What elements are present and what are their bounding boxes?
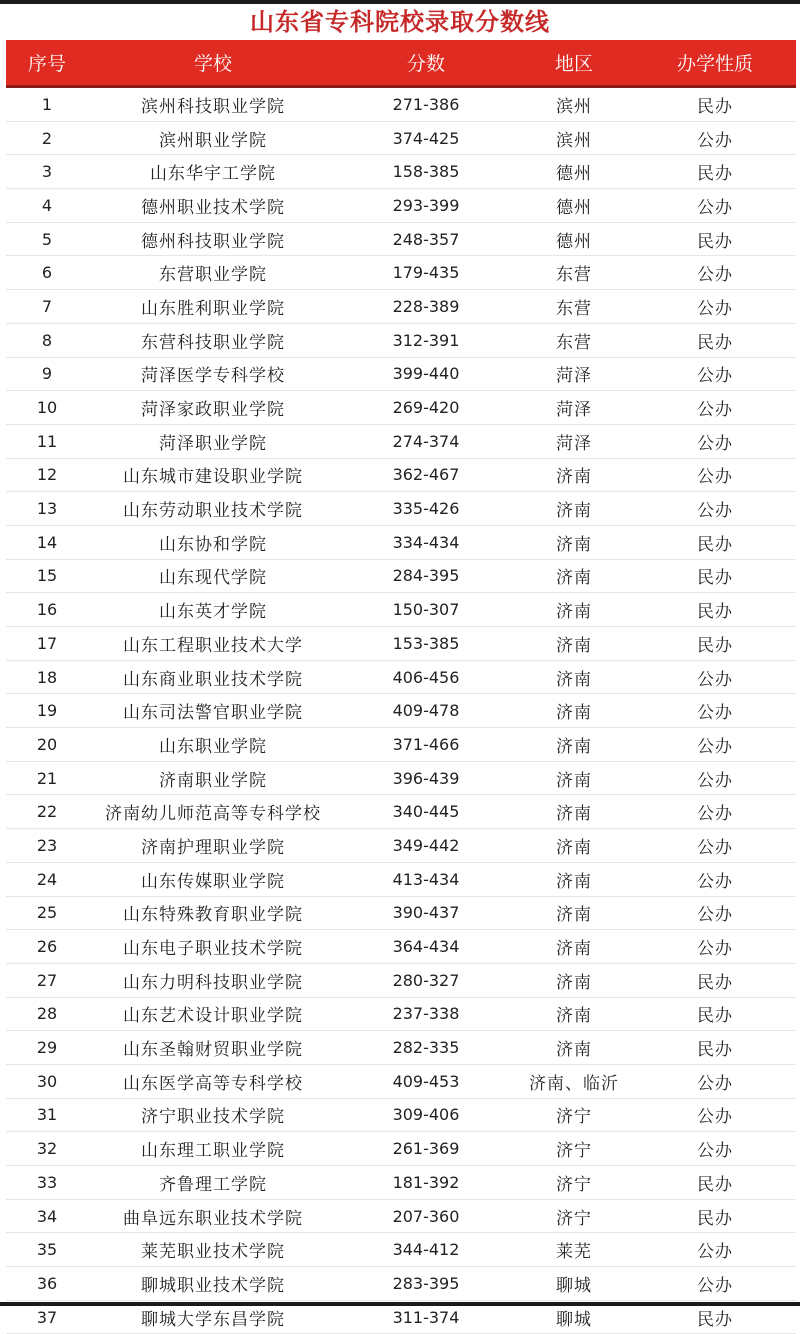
score-range: 390-437 [338, 896, 514, 930]
school-type: 公办 [634, 930, 796, 964]
table-row [6, 391, 796, 425]
row-index: 23 [6, 829, 88, 863]
region: 德州 [514, 222, 634, 256]
school-type: 民办 [634, 1166, 796, 1200]
school-name: 山东电子职业技术学院 [88, 930, 338, 964]
region: 济宁 [514, 1132, 634, 1166]
score-range: 409-453 [338, 1064, 514, 1098]
school-type: 民办 [634, 559, 796, 593]
score-range: 413-434 [338, 862, 514, 896]
school-name: 山东胜利职业学院 [88, 290, 338, 324]
school-type: 公办 [634, 189, 796, 223]
school-type: 公办 [634, 1233, 796, 1267]
school-type: 公办 [634, 761, 796, 795]
table-row [6, 357, 796, 391]
school-name: 山东华宇工学院 [88, 155, 338, 189]
table-row [6, 593, 796, 627]
score-range: 228-389 [338, 290, 514, 324]
region: 菏泽 [514, 391, 634, 425]
score-range: 248-357 [338, 222, 514, 256]
row-index: 27 [6, 963, 88, 997]
region: 济南 [514, 761, 634, 795]
table-row [6, 862, 796, 896]
school-type: 民办 [634, 323, 796, 357]
table-row [6, 1233, 796, 1267]
school-name: 菏泽家政职业学院 [88, 391, 338, 425]
table-row [6, 323, 796, 357]
school-type: 公办 [634, 290, 796, 324]
table-row [6, 189, 796, 223]
table-row [6, 1031, 796, 1065]
row-index: 30 [6, 1064, 88, 1098]
school-name: 山东力明科技职业学院 [88, 963, 338, 997]
school-name: 滨州科技职业学院 [88, 87, 338, 122]
row-index: 32 [6, 1132, 88, 1166]
region: 济南 [514, 492, 634, 526]
score-range: 409-478 [338, 694, 514, 728]
row-index: 15 [6, 559, 88, 593]
region: 济宁 [514, 1098, 634, 1132]
score-range: 283-395 [338, 1267, 514, 1301]
school-name: 山东劳动职业技术学院 [88, 492, 338, 526]
score-range: 371-466 [338, 728, 514, 762]
row-index: 34 [6, 1199, 88, 1233]
school-name: 聊城职业技术学院 [88, 1267, 338, 1301]
row-index: 20 [6, 728, 88, 762]
score-range: 396-439 [338, 761, 514, 795]
table-row [6, 660, 796, 694]
table-row [6, 1199, 796, 1233]
score-range: 158-385 [338, 155, 514, 189]
row-index: 7 [6, 290, 88, 324]
school-type: 公办 [634, 660, 796, 694]
school-name: 德州科技职业学院 [88, 222, 338, 256]
score-range: 150-307 [338, 593, 514, 627]
region: 菏泽 [514, 357, 634, 391]
score-range: 349-442 [338, 829, 514, 863]
school-type: 民办 [634, 155, 796, 189]
school-name: 山东城市建设职业学院 [88, 458, 338, 492]
school-name: 山东艺术设计职业学院 [88, 997, 338, 1031]
row-index: 14 [6, 525, 88, 559]
school-name: 菏泽职业学院 [88, 424, 338, 458]
school-type: 公办 [634, 896, 796, 930]
score-range: 334-434 [338, 525, 514, 559]
row-index: 16 [6, 593, 88, 627]
header-region: 地区 [514, 40, 634, 87]
school-name: 曲阜远东职业技术学院 [88, 1199, 338, 1233]
row-index: 21 [6, 761, 88, 795]
school-type: 公办 [634, 694, 796, 728]
table-row [6, 761, 796, 795]
table-row [6, 492, 796, 526]
school-name: 东营职业学院 [88, 256, 338, 290]
region: 济南、临沂 [514, 1064, 634, 1098]
school-name: 德州职业技术学院 [88, 189, 338, 223]
school-type: 公办 [634, 795, 796, 829]
row-index: 25 [6, 896, 88, 930]
school-name: 山东特殊教育职业学院 [88, 896, 338, 930]
table-row [6, 222, 796, 256]
row-index: 2 [6, 121, 88, 155]
row-index: 10 [6, 391, 88, 425]
table-row [6, 458, 796, 492]
row-index: 18 [6, 660, 88, 694]
school-type: 公办 [634, 424, 796, 458]
row-index: 17 [6, 627, 88, 661]
row-index: 11 [6, 424, 88, 458]
school-type: 民办 [634, 1300, 796, 1334]
school-type: 民办 [634, 627, 796, 661]
region: 济南 [514, 627, 634, 661]
region: 滨州 [514, 87, 634, 122]
region: 济南 [514, 896, 634, 930]
row-index: 1 [6, 87, 88, 122]
score-range: 284-395 [338, 559, 514, 593]
region: 济南 [514, 930, 634, 964]
school-name: 山东英才学院 [88, 593, 338, 627]
school-type: 民办 [634, 1031, 796, 1065]
score-range: 335-426 [338, 492, 514, 526]
table-row [6, 963, 796, 997]
school-name: 山东司法警官职业学院 [88, 694, 338, 728]
table-row [6, 121, 796, 155]
score-range: 153-385 [338, 627, 514, 661]
table-row [6, 728, 796, 762]
region: 济南 [514, 660, 634, 694]
score-range: 312-391 [338, 323, 514, 357]
score-range: 309-406 [338, 1098, 514, 1132]
school-type: 公办 [634, 391, 796, 425]
region: 莱芜 [514, 1233, 634, 1267]
page-title: 山东省专科院校录取分数线 [250, 8, 550, 36]
school-name: 济南职业学院 [88, 761, 338, 795]
table-body [6, 87, 796, 1334]
row-index: 35 [6, 1233, 88, 1267]
header-type: 办学性质 [634, 40, 796, 87]
school-type: 公办 [634, 357, 796, 391]
school-type: 民办 [634, 525, 796, 559]
region: 济南 [514, 458, 634, 492]
school-name: 山东医学高等专科学校 [88, 1064, 338, 1098]
row-index: 5 [6, 222, 88, 256]
school-type: 民办 [634, 222, 796, 256]
table-row [6, 1300, 796, 1334]
table-row [6, 424, 796, 458]
score-range: 261-369 [338, 1132, 514, 1166]
region: 东营 [514, 323, 634, 357]
score-range: 293-399 [338, 189, 514, 223]
school-name: 聊城大学东昌学院 [88, 1300, 338, 1334]
row-index: 28 [6, 997, 88, 1031]
score-range: 274-374 [338, 424, 514, 458]
row-index: 8 [6, 323, 88, 357]
table-header-row [6, 40, 796, 87]
table-row [6, 256, 796, 290]
school-type: 公办 [634, 728, 796, 762]
school-type: 公办 [634, 1132, 796, 1166]
school-type: 公办 [634, 862, 796, 896]
score-range: 374-425 [338, 121, 514, 155]
row-index: 29 [6, 1031, 88, 1065]
row-index: 37 [6, 1300, 88, 1334]
school-type: 公办 [634, 1064, 796, 1098]
table-row [6, 694, 796, 728]
row-index: 12 [6, 458, 88, 492]
region: 德州 [514, 189, 634, 223]
school-type: 民办 [634, 997, 796, 1031]
region: 德州 [514, 155, 634, 189]
table-row [6, 829, 796, 863]
row-index: 36 [6, 1267, 88, 1301]
school-name: 山东工程职业技术大学 [88, 627, 338, 661]
score-range: 282-335 [338, 1031, 514, 1065]
score-range: 181-392 [338, 1166, 514, 1200]
school-type: 公办 [634, 829, 796, 863]
school-name: 济宁职业技术学院 [88, 1098, 338, 1132]
row-index: 24 [6, 862, 88, 896]
school-name: 齐鲁理工学院 [88, 1166, 338, 1200]
table-row [6, 87, 796, 122]
score-range: 179-435 [338, 256, 514, 290]
school-type: 公办 [634, 1267, 796, 1301]
table-row [6, 896, 796, 930]
table-row [6, 627, 796, 661]
table-row [6, 795, 796, 829]
row-index: 22 [6, 795, 88, 829]
school-type: 民办 [634, 87, 796, 122]
score-range: 362-467 [338, 458, 514, 492]
table-row [6, 1132, 796, 1166]
region: 济南 [514, 559, 634, 593]
school-type: 民办 [634, 1199, 796, 1233]
school-type: 公办 [634, 121, 796, 155]
school-name: 菏泽医学专科学校 [88, 357, 338, 391]
table-row [6, 559, 796, 593]
school-type: 公办 [634, 1098, 796, 1132]
score-range: 399-440 [338, 357, 514, 391]
region: 济南 [514, 862, 634, 896]
school-type: 公办 [634, 256, 796, 290]
region: 济南 [514, 728, 634, 762]
region: 济南 [514, 1031, 634, 1065]
row-index: 13 [6, 492, 88, 526]
score-range: 364-434 [338, 930, 514, 964]
region: 聊城 [514, 1300, 634, 1334]
row-index: 33 [6, 1166, 88, 1200]
score-range: 280-327 [338, 963, 514, 997]
region: 济南 [514, 795, 634, 829]
region: 菏泽 [514, 424, 634, 458]
region: 济南 [514, 525, 634, 559]
row-index: 6 [6, 256, 88, 290]
score-table [6, 40, 796, 1334]
table-row [6, 525, 796, 559]
table-row [6, 155, 796, 189]
row-index: 4 [6, 189, 88, 223]
school-type: 民办 [634, 593, 796, 627]
score-range: 344-412 [338, 1233, 514, 1267]
region: 济南 [514, 963, 634, 997]
score-range: 237-338 [338, 997, 514, 1031]
table-row [6, 1064, 796, 1098]
school-name: 滨州职业学院 [88, 121, 338, 155]
region: 济南 [514, 829, 634, 863]
score-range: 271-386 [338, 87, 514, 122]
region: 济宁 [514, 1199, 634, 1233]
region: 济南 [514, 593, 634, 627]
school-name: 山东现代学院 [88, 559, 338, 593]
table-row [6, 997, 796, 1031]
school-name: 济南护理职业学院 [88, 829, 338, 863]
row-index: 3 [6, 155, 88, 189]
school-type: 公办 [634, 458, 796, 492]
school-name: 山东协和学院 [88, 525, 338, 559]
header-index: 序号 [6, 40, 88, 87]
region: 东营 [514, 290, 634, 324]
score-range: 269-420 [338, 391, 514, 425]
school-name: 东营科技职业学院 [88, 323, 338, 357]
score-range: 340-445 [338, 795, 514, 829]
region: 滨州 [514, 121, 634, 155]
region: 济宁 [514, 1166, 634, 1200]
school-name: 莱芜职业技术学院 [88, 1233, 338, 1267]
table-row [6, 1098, 796, 1132]
score-range: 207-360 [338, 1199, 514, 1233]
header-school: 学校 [88, 40, 338, 87]
score-range: 311-374 [338, 1300, 514, 1334]
table-row [6, 1267, 796, 1301]
school-name: 济南幼儿师范高等专科学校 [88, 795, 338, 829]
school-name: 山东传媒职业学院 [88, 862, 338, 896]
row-index: 26 [6, 930, 88, 964]
table-row [6, 1166, 796, 1200]
table-row [6, 290, 796, 324]
school-name: 山东职业学院 [88, 728, 338, 762]
school-name: 山东理工职业学院 [88, 1132, 338, 1166]
school-type: 民办 [634, 963, 796, 997]
row-index: 9 [6, 357, 88, 391]
region: 济南 [514, 997, 634, 1031]
school-name: 山东圣翰财贸职业学院 [88, 1031, 338, 1065]
header-score: 分数 [338, 40, 514, 87]
region: 东营 [514, 256, 634, 290]
school-type: 公办 [634, 492, 796, 526]
table-row [6, 930, 796, 964]
row-index: 31 [6, 1098, 88, 1132]
row-index: 19 [6, 694, 88, 728]
region: 聊城 [514, 1267, 634, 1301]
region: 济南 [514, 694, 634, 728]
school-name: 山东商业职业技术学院 [88, 660, 338, 694]
score-range: 406-456 [338, 660, 514, 694]
